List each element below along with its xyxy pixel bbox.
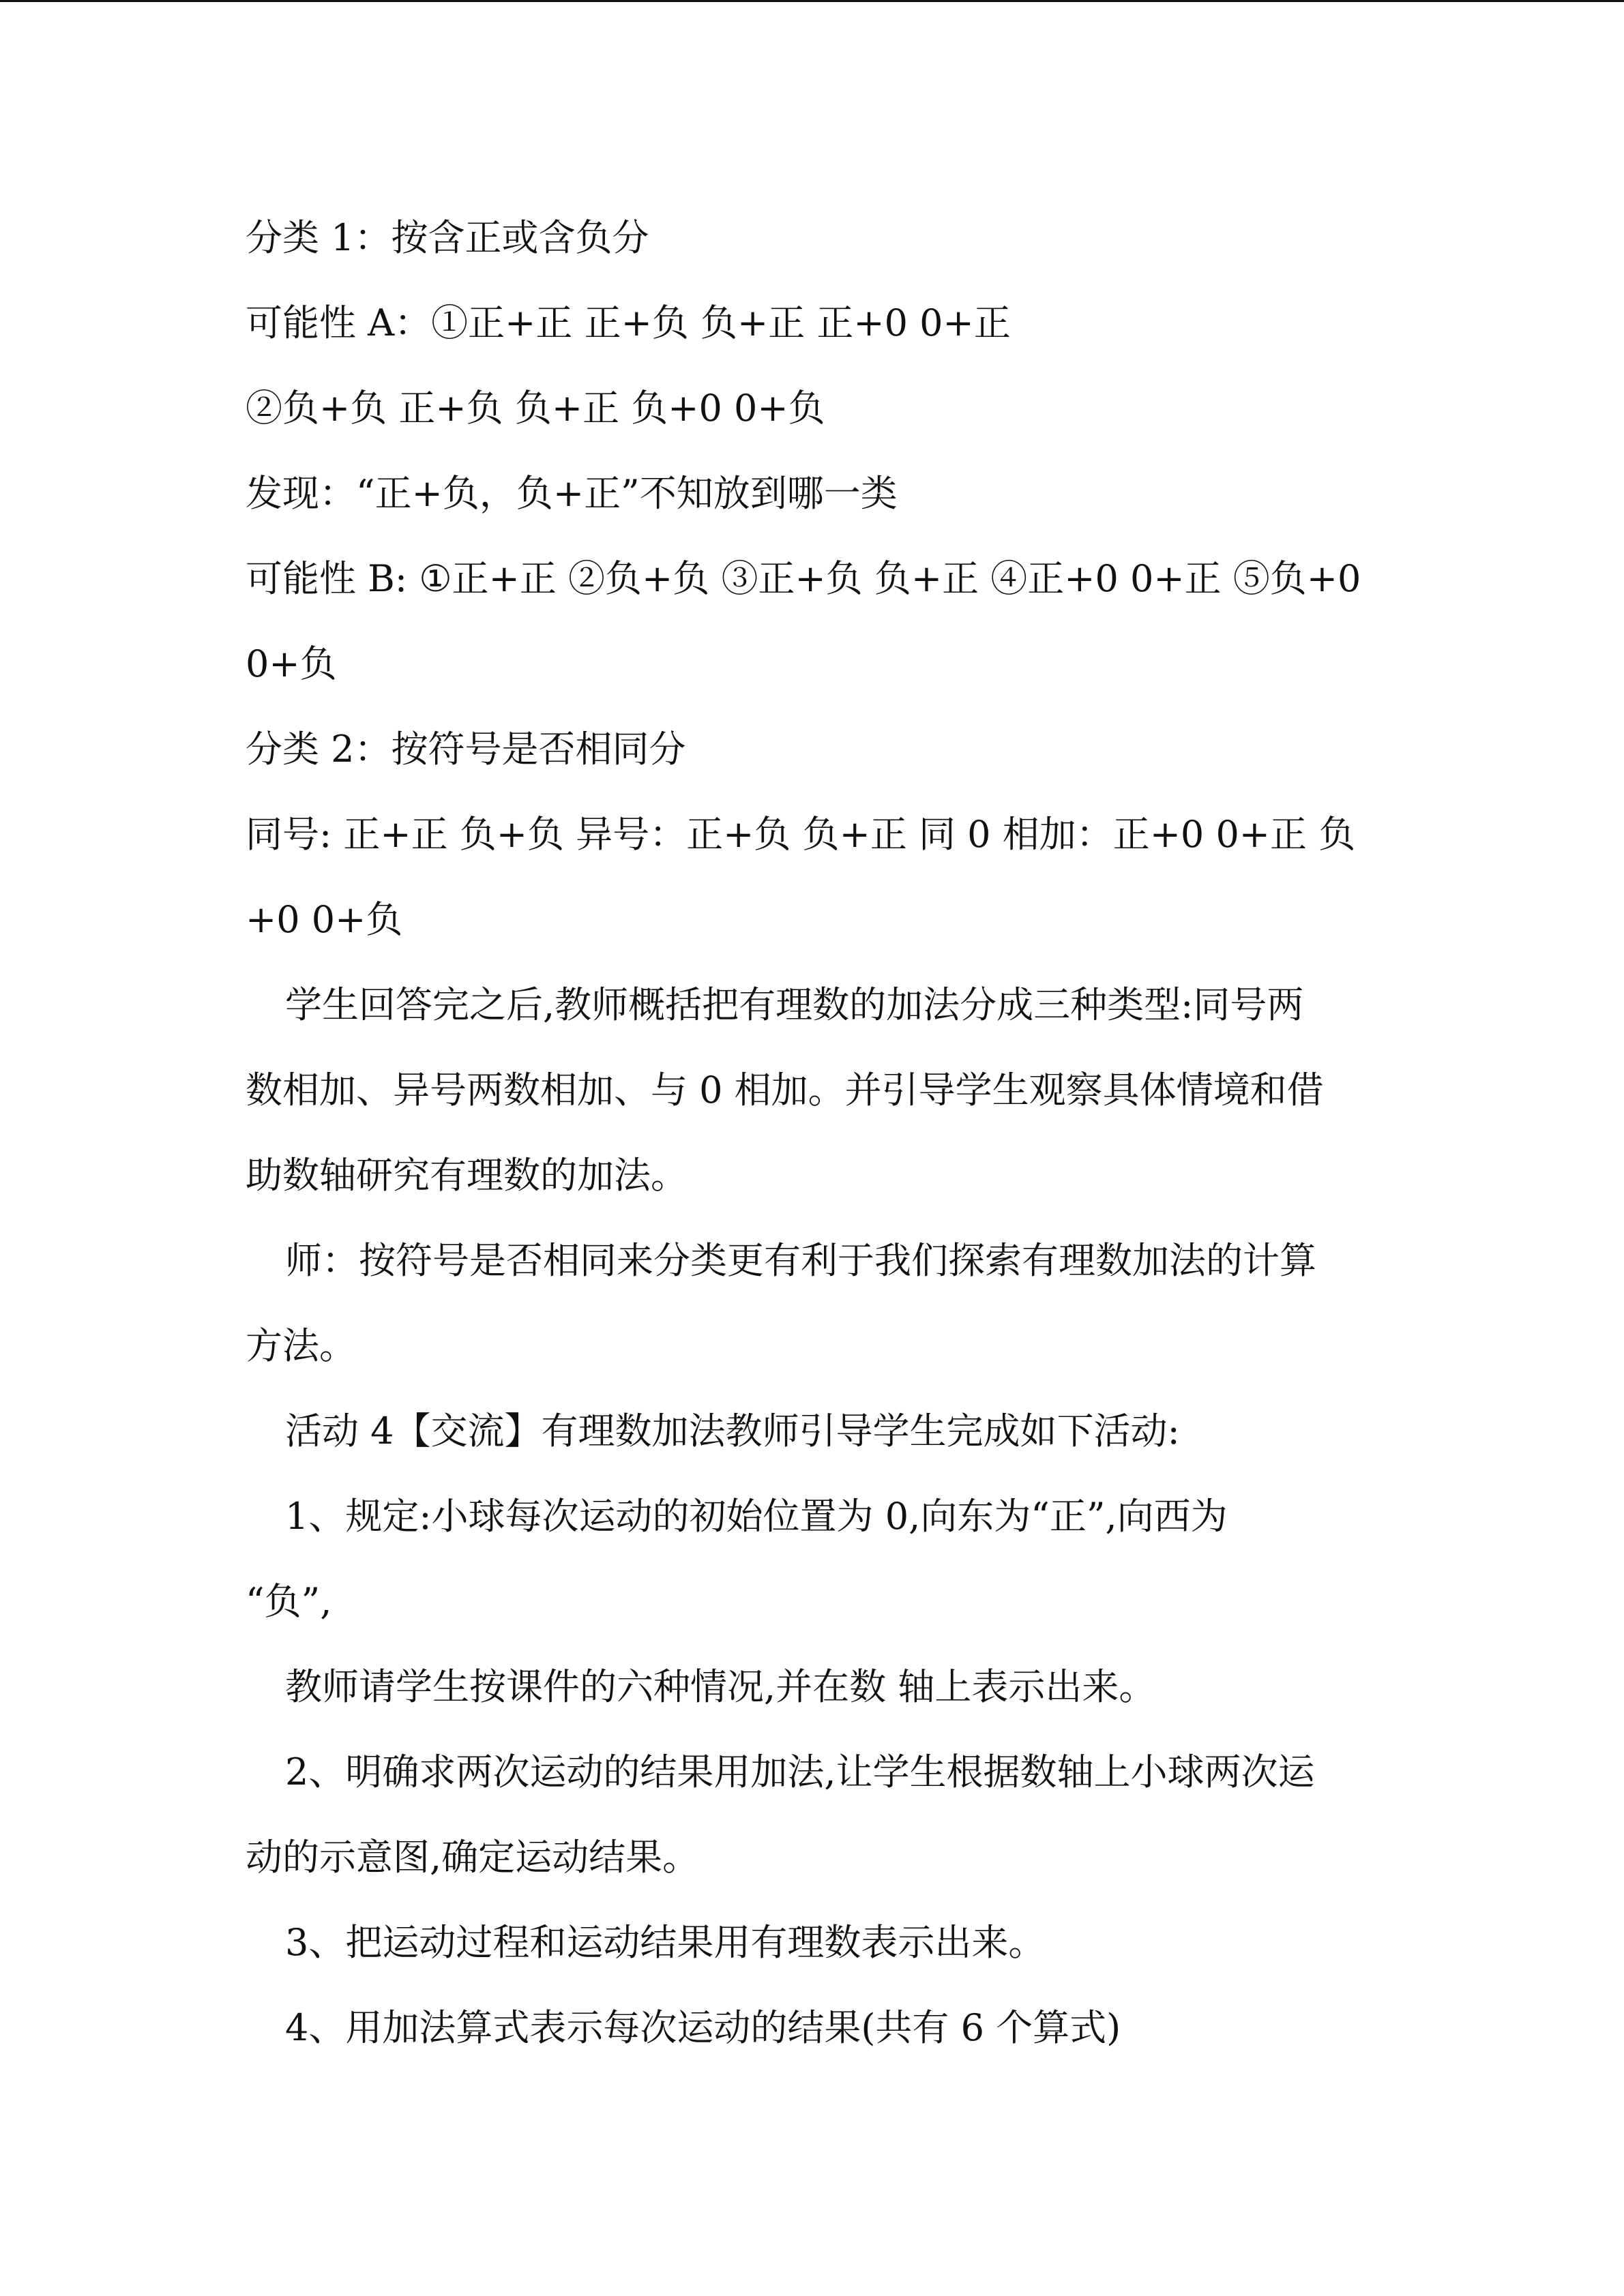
text-line: 分类 2：按符号是否相同分 — [246, 728, 686, 771]
paragraph-line: 活动 4【交流】有理数加法教师引导学生完成如下活动: — [285, 1410, 1180, 1452]
paragraph-line: 2、明确求两次运动的结果用加法,让学生根据数轴上小球两次运 — [285, 1751, 1315, 1793]
paragraph-line: “负”, — [246, 1581, 332, 1623]
paragraph-line: 1、规定:小球每次运动的初始位置为 0,向东为“正”,向西为 — [285, 1495, 1228, 1538]
paragraph-line: 4、用加法算式表示每次运动的结果(共有 6 个算式) — [285, 2007, 1121, 2049]
paragraph-line: 教师请学生按课件的六种情况,并在数 轴上表示出来。 — [285, 1666, 1156, 1708]
paragraph-line: 学生回答完之后,教师概括把有理数的加法分成三种类型:同号两 — [285, 984, 1304, 1026]
text-line: 可能性 B: ①正+正 ②负+负 ③正+负 负+正 ④正+0 0+正 ⑤负+0 — [246, 558, 1361, 600]
text-line: ②负+负 正+负 负+正 负+0 0+负 — [246, 387, 825, 430]
paragraph-line: 数相加、异号两数相加、与 0 相加。并引导学生观察具体情境和借 — [246, 1069, 1324, 1112]
paragraph-line: 3、把运动过程和运动结果用有理数表示出来。 — [285, 1922, 1046, 1964]
text-line: +0 0+负 — [246, 899, 403, 941]
text-line: 分类 1：按含正或含负分 — [246, 217, 649, 259]
text-line: 0+负 — [246, 643, 337, 685]
paragraph-line: 方法。 — [246, 1325, 356, 1367]
paragraph-line: 师：按符号是否相同来分类更有利于我们探索有理数加法的计算 — [285, 1240, 1316, 1282]
text-line: 发现：“正+负，负+正”不知放到哪一类 — [246, 473, 898, 515]
paragraph-line: 动的示意图,确定运动结果。 — [246, 1836, 700, 1879]
paragraph-line: 助数轴研究有理数的加法。 — [246, 1154, 688, 1197]
text-line: 同号: 正+正 负+负 异号：正+负 负+正 同 0 相加：正+0 0+正 负 — [246, 814, 1356, 856]
text-line: 可能性 A：①正+正 正+负 负+正 正+0 0+正 — [246, 302, 1011, 344]
